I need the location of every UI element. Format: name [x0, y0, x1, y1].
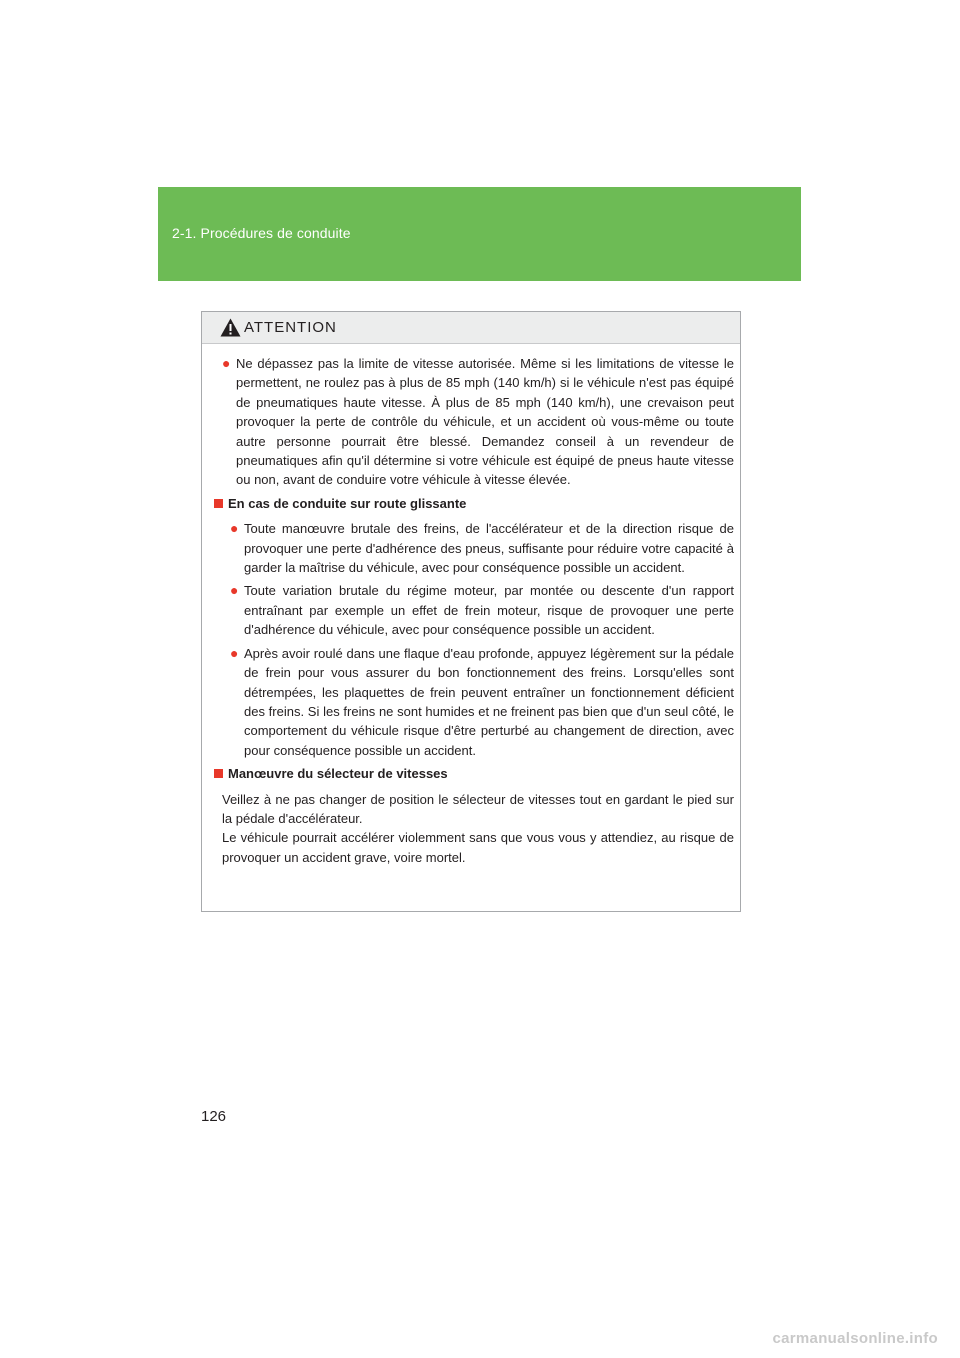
- paragraph: Le véhicule pourrait accélérer violemment sans que vous vous y attendiez, au risque de provoquer un accident grave, voire mortel.: [222, 830, 734, 865]
- section-title: 2-1. Procédures de conduite: [172, 225, 351, 241]
- bullet-text: Ne dépassez pas la limite de vitesse autorisée. Même si les limitations de vitesse le permettent, ne roulez pas à plus de 85 mph (140 km/h) si le véhicule n'est pas équipé de pneumatiques haute vitesse. À plus de 85 mph (140 km/h), une crevaison peut provoquer la perte de contrôle du véhicule, et un accident où vous-même ou toute autre personne pourrait être blessé. Demandez conseil à un revendeur de pneumatiques afin qu'il détermine si votre véhicule est équipé de pneus haute vitesse ou non, avant de conduire votre véhicule à vitesse élevée.: [236, 356, 734, 488]
- red-dot-icon: ●: [230, 582, 239, 599]
- warning-header: [202, 312, 740, 344]
- list-item-text: Toute variation brutale du régime moteur, par montée ou descente d'un rapport entraînant par exemple un effet de frein moteur, risque de provoquer une perte d'adhérence du véhicule, avec pour conséquence possible un accident.: [244, 583, 734, 638]
- list-item: [222, 581, 734, 639]
- subheading-text: En cas de conduite sur route glissante: [228, 495, 467, 511]
- warning-title: ATTENTION: [244, 319, 337, 336]
- subheading-slippery-road: [214, 494, 734, 513]
- list-item-text: Après avoir roulé dans une flaque d'eau profonde, appuyez légèrement sur la pédale de frein pour vous assurer du bon fonctionnement des freins. Lorsqu'elles sont détrempées, les plaquettes de frein peuvent entraîner un fonctionnement déficient des freins. Si les freins ne sont humides et ne freinent pas bien que d'un seul côté, le comportement du véhicule risque d'être perturbé au changement de direction, avec pour conséquence possible un accident.: [244, 645, 734, 758]
- red-dot-icon: ●: [230, 644, 239, 661]
- page-number: 126: [201, 1108, 227, 1125]
- list-item: [222, 644, 734, 760]
- list-item: [222, 519, 734, 577]
- list-item-text: Toute manœuvre brutale des freins, de l'accélérateur et de la direction risque de provoquer une perte d'adhérence des pneus, suffisante pour réduire votre capacité à garder la maîtrise du véhicule, avec pour conséquence possible un accident.: [244, 521, 734, 576]
- red-square-icon: [214, 499, 223, 508]
- red-dot-icon: ●: [230, 520, 239, 537]
- subheading-text: Manœuvre du sélecteur de vitesses: [228, 766, 448, 782]
- watermark: carmanualsonline.info: [772, 1330, 938, 1347]
- warning-body: [202, 344, 740, 867]
- subheading-gear-selector: [214, 764, 734, 783]
- warning-box: [201, 311, 741, 912]
- warning-bullet: [214, 354, 734, 490]
- red-square-icon: [214, 769, 223, 778]
- warning-triangle-icon: [220, 318, 241, 337]
- red-dot-icon: ●: [222, 355, 231, 371]
- section-header-band: [158, 187, 801, 281]
- paragraph: Veillez à ne pas changer de position le sélecteur de vitesses tout en gardant le pied sur la pédale d'accélérateur.: [222, 791, 734, 826]
